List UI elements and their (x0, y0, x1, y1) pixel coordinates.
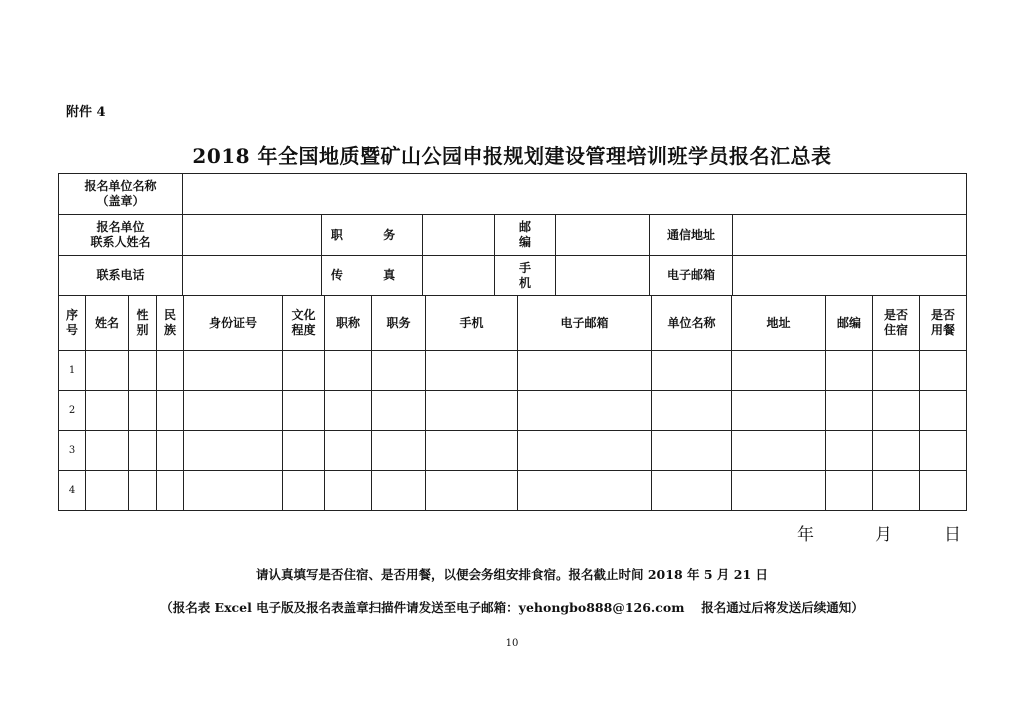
table-cell[interactable] (325, 391, 372, 431)
mailing-address-label: 通信地址 (650, 215, 733, 256)
table-cell[interactable] (652, 391, 732, 431)
table-cell[interactable] (518, 351, 652, 391)
table-cell[interactable] (873, 471, 920, 511)
table-cell[interactable] (873, 431, 920, 471)
contact-name-label: 报名单位 联系人姓名 (59, 215, 183, 256)
table-cell[interactable] (283, 431, 325, 471)
table-row (59, 351, 967, 391)
row-number: 4 (59, 471, 86, 511)
roster-table (58, 295, 967, 511)
col-ethnicity: 民 族 (157, 296, 184, 351)
postcode-label: 邮 编 (495, 215, 556, 256)
mobile-label: 手 机 (495, 256, 556, 296)
col-education: 文化 程度 (283, 296, 325, 351)
table-cell[interactable] (325, 471, 372, 511)
table-cell[interactable] (157, 351, 184, 391)
table-cell[interactable] (873, 351, 920, 391)
table-cell[interactable] (426, 391, 518, 431)
table-cell[interactable] (86, 351, 129, 391)
table-cell[interactable] (129, 351, 157, 391)
table-cell[interactable] (157, 431, 184, 471)
unit-name-field[interactable] (183, 174, 967, 215)
table-cell[interactable] (86, 431, 129, 471)
roster-header-row (59, 296, 967, 351)
table-cell[interactable] (652, 431, 732, 471)
col-meal: 是否 用餐 (920, 296, 967, 351)
date-year: 年 (797, 525, 814, 545)
table-cell[interactable] (283, 351, 325, 391)
page-number: 10 (505, 638, 519, 649)
table-cell[interactable] (157, 471, 184, 511)
postcode-field[interactable] (556, 215, 650, 256)
table-cell[interactable] (732, 431, 826, 471)
date-month: 月 (875, 525, 892, 545)
col-seq: 序 号 (59, 296, 86, 351)
email-label: 电子邮箱 (650, 256, 733, 296)
date-day: 日 (944, 525, 961, 545)
table-cell[interactable] (826, 471, 873, 511)
email-field[interactable] (733, 256, 967, 296)
table-cell[interactable] (920, 431, 967, 471)
table-cell[interactable] (86, 391, 129, 431)
mobile-field[interactable] (556, 256, 650, 296)
col-gender: 性 别 (129, 296, 157, 351)
table-cell[interactable] (732, 471, 826, 511)
position-field[interactable] (423, 215, 495, 256)
col-postcode: 邮编 (826, 296, 873, 351)
position-label: 职 务 (322, 215, 423, 256)
table-cell[interactable] (129, 391, 157, 431)
table-cell[interactable] (157, 391, 184, 431)
table-cell[interactable] (325, 351, 372, 391)
row-number: 3 (59, 431, 86, 471)
fax-label: 传 真 (322, 256, 423, 296)
table-cell[interactable] (732, 351, 826, 391)
unit-name-label: 报名单位名称 （盖章） (59, 174, 183, 215)
page-title: 2018 年全国地质暨矿山公园申报规划建设管理培训班学员报名汇总表 (192, 144, 832, 168)
instruction-note: 请认真填写是否住宿、是否用餐，以便会务组安排食宿。报名截止时间 2018 年 5 月 21 日 (256, 567, 768, 582)
col-address: 地址 (732, 296, 826, 351)
table-cell[interactable] (826, 391, 873, 431)
table-cell[interactable] (826, 431, 873, 471)
table-cell[interactable] (129, 431, 157, 471)
table-cell[interactable] (920, 471, 967, 511)
table-cell[interactable] (426, 471, 518, 511)
table-cell[interactable] (372, 431, 426, 471)
table-cell[interactable] (518, 391, 652, 431)
col-lodging: 是否 住宿 (873, 296, 920, 351)
table-cell[interactable] (129, 471, 157, 511)
mailing-address-field[interactable] (733, 215, 967, 256)
table-row (59, 431, 967, 471)
col-name: 姓名 (86, 296, 129, 351)
col-mobile: 手机 (426, 296, 518, 351)
row-number: 1 (59, 351, 86, 391)
table-cell[interactable] (732, 391, 826, 431)
table-cell[interactable] (426, 351, 518, 391)
table-cell[interactable] (372, 471, 426, 511)
table-cell[interactable] (518, 431, 652, 471)
unit-info-table (58, 173, 967, 296)
table-cell[interactable] (652, 351, 732, 391)
table-cell[interactable] (518, 471, 652, 511)
table-row (59, 471, 967, 511)
col-title: 职称 (325, 296, 372, 351)
col-id-number: 身份证号 (184, 296, 283, 351)
table-cell[interactable] (426, 431, 518, 471)
table-cell[interactable] (283, 471, 325, 511)
row-number: 2 (59, 391, 86, 431)
table-cell[interactable] (283, 391, 325, 431)
table-cell[interactable] (325, 431, 372, 471)
contact-name-field[interactable] (183, 215, 322, 256)
col-position: 职务 (372, 296, 426, 351)
phone-field[interactable] (183, 256, 322, 296)
col-unit: 单位名称 (652, 296, 732, 351)
table-cell[interactable] (184, 351, 283, 391)
col-email: 电子邮箱 (518, 296, 652, 351)
table-cell[interactable] (184, 391, 283, 431)
fax-field[interactable] (423, 256, 495, 296)
table-cell[interactable] (86, 471, 129, 511)
table-cell[interactable] (920, 351, 967, 391)
table-cell[interactable] (652, 471, 732, 511)
table-cell[interactable] (372, 351, 426, 391)
phone-label: 联系电话 (59, 256, 183, 296)
table-row (59, 391, 967, 431)
table-cell[interactable] (826, 351, 873, 391)
table-cell[interactable] (184, 431, 283, 471)
table-cell[interactable] (372, 391, 426, 431)
table-cell[interactable] (184, 471, 283, 511)
table-cell[interactable] (873, 391, 920, 431)
attachment-label: 附件 4 (66, 105, 106, 120)
submission-note: （报名表 Excel 电子版及报名表盖章扫描件请发送至电子邮箱：yehongbo888@126.com 报名通过后将发送后续通知） (160, 600, 864, 615)
table-cell[interactable] (920, 391, 967, 431)
